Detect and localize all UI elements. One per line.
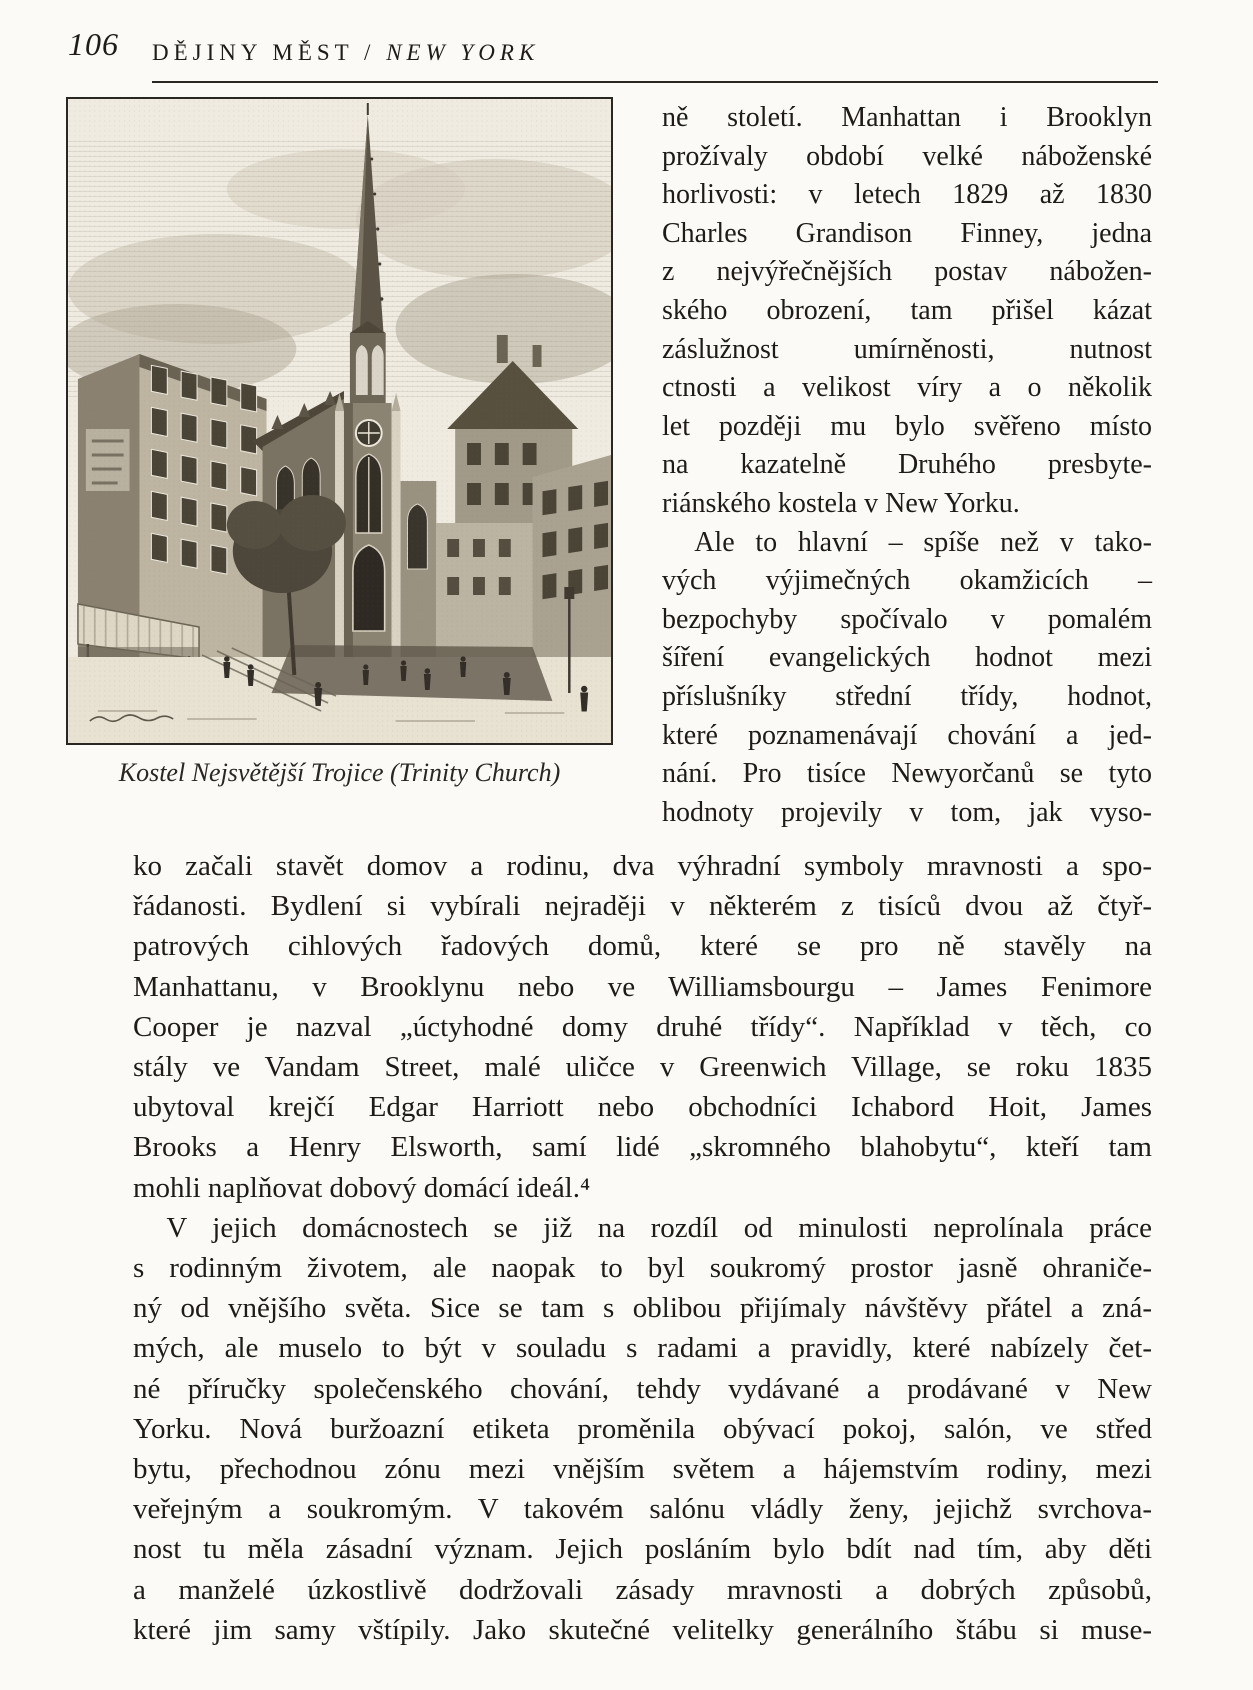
text-line: s rodinným životem, ale naopak to byl soukromý prostor jasně ohraniče- [133,1252,1152,1285]
text-line: riánského kostela v New Yorku. [662,487,1020,519]
text-line: nání. Pro tisíce Newyorčanů se tyto [662,758,1152,790]
text-line: šíření evangelických hodnot mezi [662,642,1152,674]
text-line: veřejným a soukromým. V takovém salónu vládly ženy, jejichž svrchova- [133,1493,1152,1526]
page-number: 106 [68,26,119,62]
text-line: let později mu bylo svěřeno místo [662,410,1152,442]
text-line: Cooper je nazval „úctyhodné domy druhé třídy“. Například v těch, co [133,1010,1152,1043]
text-line: hodnoty projevily v tom, jak vyso- [662,796,1152,828]
running-head [152,40,539,66]
text-line: ského obrození, tam přišel kázat [662,294,1152,326]
text-line: bezpochyby spočívalo v pomalém [662,603,1152,635]
text-line: nost tu měla zásadní význam. Jejich posláním bylo bdít nad tím, aby děti [133,1533,1152,1566]
text-line: prožívaly období velké náboženské [662,140,1152,172]
text-line: a manželé úzkostlivě dodržovali zásady mravnosti a dobrých způsobů, [133,1573,1152,1606]
text-line: které jim samy vštípily. Jako skutečné velitelky generálního štábu si muse- [133,1613,1152,1646]
text-line: stály ve Vandam Street, malé uličce v Greenwich Village, se roku 1835 [133,1051,1152,1084]
text-line: ně století. Manhattan i Brooklyn [662,102,1152,133]
text-line: horlivosti: v letech 1829 až 1830 [662,179,1152,211]
text-line: Brooks a Henry Elsworth, samí lidé „skromného blahobytu“, kteří tam [133,1131,1152,1164]
right-column-text [662,99,1152,832]
text-line: z nejvýřečnějších postav nábožen- [662,256,1152,288]
text-line: patrových cihlových řadových domů, které se pro ně stavěly na [133,930,1152,963]
running-head-italic: NEW YORK [386,40,540,65]
text-line: mohli naplňovat dobový domácí ideál.⁴ [133,1171,591,1204]
running-head-plain: DĚJINY MĚST / [152,40,387,65]
text-line: Manhattanu, v Brooklynu nebo ve Williamsbourgu – James Fenimore [133,970,1152,1003]
text-line: Ale to hlavní – spíše než v tako- [694,526,1152,558]
text-line: příslušníky střední třídy, hodnot, [662,680,1152,712]
text-line: né příručky společenského chování, tehdy vydávané a prodávané v New [133,1372,1152,1405]
text-line: Yorku. Nová buržoazní etiketa proměnila obývací pokoj, salón, ve střed [133,1412,1152,1445]
header-rule [152,81,1158,83]
text-line: ný od vnějšího světa. Sice se tam s oblibou přijímaly návštěvy přátel a zná- [133,1292,1152,1325]
text-line: řádanosti. Bydlení si vybírali nejraději v některém z tisíců dvou až čtyř- [133,890,1152,923]
text-line: které poznamenávají chování a jed- [662,719,1152,751]
text-line: na kazatelně Druhého presbyte- [662,449,1152,481]
text-line: mých, ale muselo to být v souladu s radami a pravidly, které nabízely čet- [133,1332,1152,1365]
figure-caption: Kostel Nejsvětější Trojice (Trinity Church) [118,758,561,787]
text-line: bytu, přechodnou zónu mezi vnějším světem a hájemstvím rodiny, mezi [133,1453,1152,1486]
text-line: záslužnost umírněnosti, nutnost [662,333,1152,365]
text-line: ctnosti a velikost víry a o několik [662,372,1152,404]
text-line: ubytoval krejčí Edgar Harriott nebo obchodníci Ichabord Hoit, James [133,1091,1152,1124]
text-line: vých výjimečných okamžicích – [662,565,1152,597]
text-line: ko začali stavět domov a rodinu, dva výhradní symboly mravnosti a spo- [133,850,1152,882]
trinity-church-figure [66,97,613,745]
body-text [133,846,1152,1650]
text-line: V jejich domácnostech se již na rozdíl od minulosti neprolínala práce [166,1211,1152,1244]
trinity-church-engraving-icon [68,99,611,743]
text-line: Charles Grandison Finney, jedna [662,217,1152,249]
